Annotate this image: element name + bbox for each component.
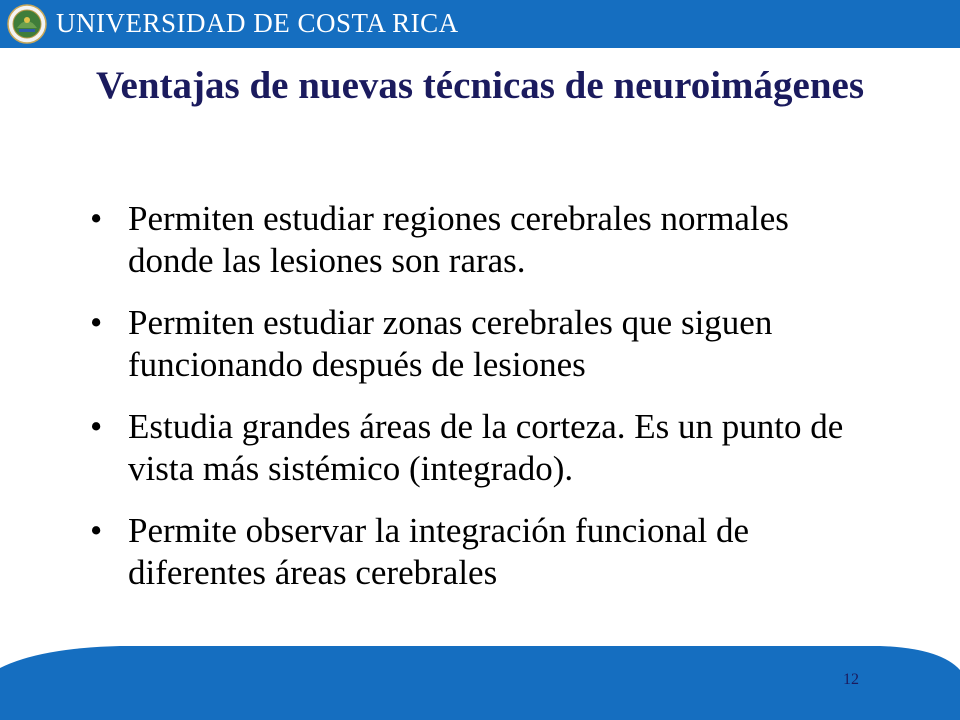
- bullet-list: [90, 198, 880, 614]
- footer-wave: [0, 630, 960, 720]
- bullet-text: Permiten estudiar regiones cerebrales normales donde las lesiones son raras.: [128, 199, 789, 280]
- slide-title: Ventajas de nuevas técnicas de neuroimágenes: [95, 64, 865, 107]
- bullet-item: • Permiten estudiar zonas cerebrales que siguen funcionando después de lesiones: [90, 303, 773, 384]
- bullet-item: • Permite observar la integración funcional de diferentes áreas cerebrales: [90, 511, 750, 592]
- bullet-text: Permiten estudiar zonas cerebrales que siguen funcionando después de lesiones: [128, 303, 773, 384]
- bullet-text: Permite observar la integración funcional de diferentes áreas cerebrales: [128, 511, 750, 592]
- bullet-item: • Permiten estudiar regiones cerebrales normales donde las lesiones son raras.: [90, 199, 789, 280]
- page-number: 12: [843, 671, 859, 688]
- header-bar: [0, 0, 960, 48]
- university-name: UNIVERSIDAD DE COSTA RICA: [56, 8, 459, 38]
- bullet-item: • Estudia grandes áreas de la corteza. Es un punto de vista más sistémico (integrado).: [90, 407, 844, 488]
- university-seal-icon: [7, 4, 47, 44]
- bullet-text: Estudia grandes áreas de la corteza. Es un punto de vista más sistémico (integrado).: [128, 407, 844, 488]
